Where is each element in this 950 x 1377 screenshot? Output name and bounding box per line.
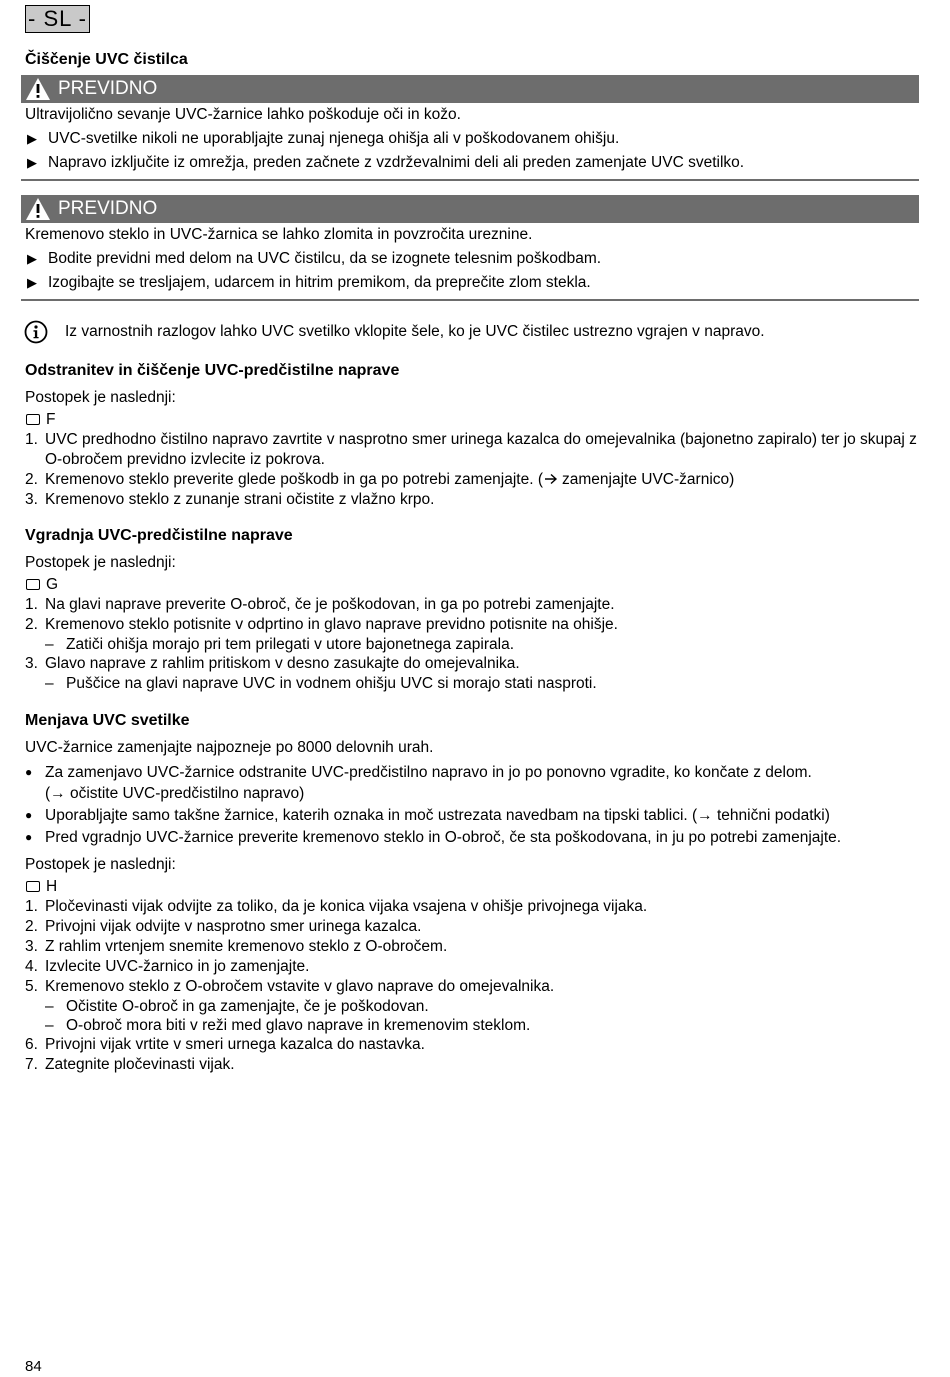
warning-item: ▶ Bodite previdni med delom na UVC čistilcu, da se izognete telesnim poškodbam. [25,247,919,271]
warning-triangle-icon [25,77,51,101]
bullet-icon: ● [25,830,33,844]
list-item: 5. Kremenovo steklo z O-obročem vstavite v glavo naprave do omejevalnika. [25,978,555,995]
section-removal [25,361,917,510]
warning-triangle-icon [25,197,51,221]
section-heading: Menjava UVC svetilke [25,712,190,729]
figure-icon [26,414,40,425]
procedure-intro: Postopek je naslednji: [25,389,176,406]
note-text: Iz varnostnih razlogov lahko UVC svetilko vklopite šele, ko je UVC čistilec ustrezno vgrajen v napravo. [65,323,765,340]
page-number: 84 [25,1358,42,1375]
figure-reference: G [25,574,917,595]
section-replace [25,711,917,1075]
arrow-bullet-icon: ▶ [27,251,37,266]
arrow-bullet-icon: ▶ [27,275,37,290]
warning-item: ▶ UVC-svetilke nikoli ne uporabljajte zunaj njenega ohišja ali v poškodovanem ohišju. [25,127,919,151]
language-tag: - SL - [25,5,90,33]
list-item: 2. Privojni vijak odvijte v nasprotno smer urinega kazalca. [25,918,422,935]
warning-banner [21,75,919,103]
figure-icon [26,881,40,892]
sub-item: – Zatiči ohišja morajo pri tem prilegati v utore bajonetnega zapirala. [45,636,515,653]
arrow-bullet-icon: ▶ [27,131,37,146]
list-item: 7. Zategnite pločevinasti vijak. [25,1056,235,1073]
list-item: 1. Pločevinasti vijak odvijte za toliko, da je konica vijaka vsajena v ohišje privojnega vijaka. [25,898,648,915]
sub-item: – Očistite O-obroč in ga zamenjajte, če je poškodovan. [45,998,429,1015]
info-icon [24,320,48,344]
warning-content [21,103,919,181]
list-item: 6. Privojni vijak vrtite v smeri urnega kazalca do nastavka. [25,1036,425,1053]
figure-icon [26,579,40,590]
list-item: 2. Kremenovo steklo preverite glede poškodb in ga po potrebi zamenjajte. ( zamenjajte UVC-žarnico) [25,471,735,488]
section-heading: Vgradnja UVC-predčistilne naprave [25,527,293,544]
section-intro: UVC-žarnice zamenjajte najpozneje po 8000 delovnih urah. [25,739,434,756]
list-item: ● Uporabljajte samo takšne žarnice, katerih oznaka in moč ustrezata navedbam na tipski tablici. (→ tehnični podatki) [25,807,830,824]
sub-item: – Puščice na glavi naprave UVC in vodnem ohišju UVC si morajo stati nasproti. [45,675,597,692]
warning-label: PREVIDNO [58,78,158,99]
list-item: 4. Izvlecite UVC-žarnico in jo zamenjajte. [25,958,310,975]
section-title: Čiščenje UVC čistilca [25,51,188,68]
bullet-icon: ● [25,765,33,779]
list-item: 2. Kremenovo steklo potisnite v odprtino in glavo naprave previdno potisnite na ohišje. [25,616,618,633]
figure-reference: H [25,876,917,897]
list-item: 3. Z rahlim vrtenjem snemite kremenovo steklo z O-obročem. [25,938,448,955]
procedure-intro: Postopek je naslednji: [25,554,176,571]
warning-text: Kremenovo steklo in UVC-žarnica se lahko zlomita in povzročita ureznine. [25,226,533,243]
procedure-intro: Postopek je naslednji: [25,856,176,873]
bullet-icon: ● [25,808,33,822]
warning-text: Ultravijolično sevanje UVC-žarnice lahko poškoduje oči in kožo. [25,106,461,123]
sub-item: – O-obroč mora biti v reži med glavo naprave in kremenovim steklom. [45,1017,531,1034]
list-item: 1. Na glavi naprave preverite O-obroč, če je poškodovan, in ga po potrebi zamenjajte. [25,596,615,613]
manual-page [25,5,917,1075]
warning-item: ▶ Izogibajte se tresljajem, udarcem in hitrim premikom, da preprečite zlom stekla. [25,271,919,295]
arrow-bullet-icon: ▶ [27,155,37,170]
section-install [25,526,917,693]
warning-block-2 [25,195,917,301]
warning-label: PREVIDNO [58,198,158,219]
info-note [25,320,917,344]
warning-banner [21,195,919,223]
list-item: 3. Kremenovo steklo z zunanje strani očistite z vlažno krpo. [25,491,435,508]
arrow-right-icon [544,473,558,485]
list-item: ● Za zamenjavo UVC-žarnice odstranite UVC-predčistilno napravo in jo po ponovno vgradite, ko končate z delom. (→ očistite UVC-predčistilno napravo) [25,764,812,802]
step-list [25,430,917,510]
bullet-list [25,762,917,848]
section-heading: Odstranitev in čiščenje UVC-predčistilne naprave [25,362,400,379]
step-list [25,897,917,1075]
warning-content [21,223,919,301]
list-item: 3. Glavo naprave z rahlim pritiskom v desno zasukajte do omejevalnika. [25,655,520,672]
step-list [25,595,917,693]
list-item: 1. UVC predhodno čistilno napravo zavrtite v nasprotno smer urinega kazalca do omejevalnika (bajonetno zapiralo) ter jo skupaj z O-obročem previdno izvlecite iz pokrova. [25,431,917,468]
figure-reference: F [25,409,917,430]
warning-item: ▶ Napravo izključite iz omrežja, preden začnete z vzdrževalnimi deli ali preden zamenjate UVC svetilko. [25,151,919,175]
warning-block-1 [25,75,917,181]
list-item: ● Pred vgradnjo UVC-žarnice preverite kremenovo steklo in O-obroč, če sta poškodovana, in ju po potrebi zamenjajte. [25,829,842,846]
